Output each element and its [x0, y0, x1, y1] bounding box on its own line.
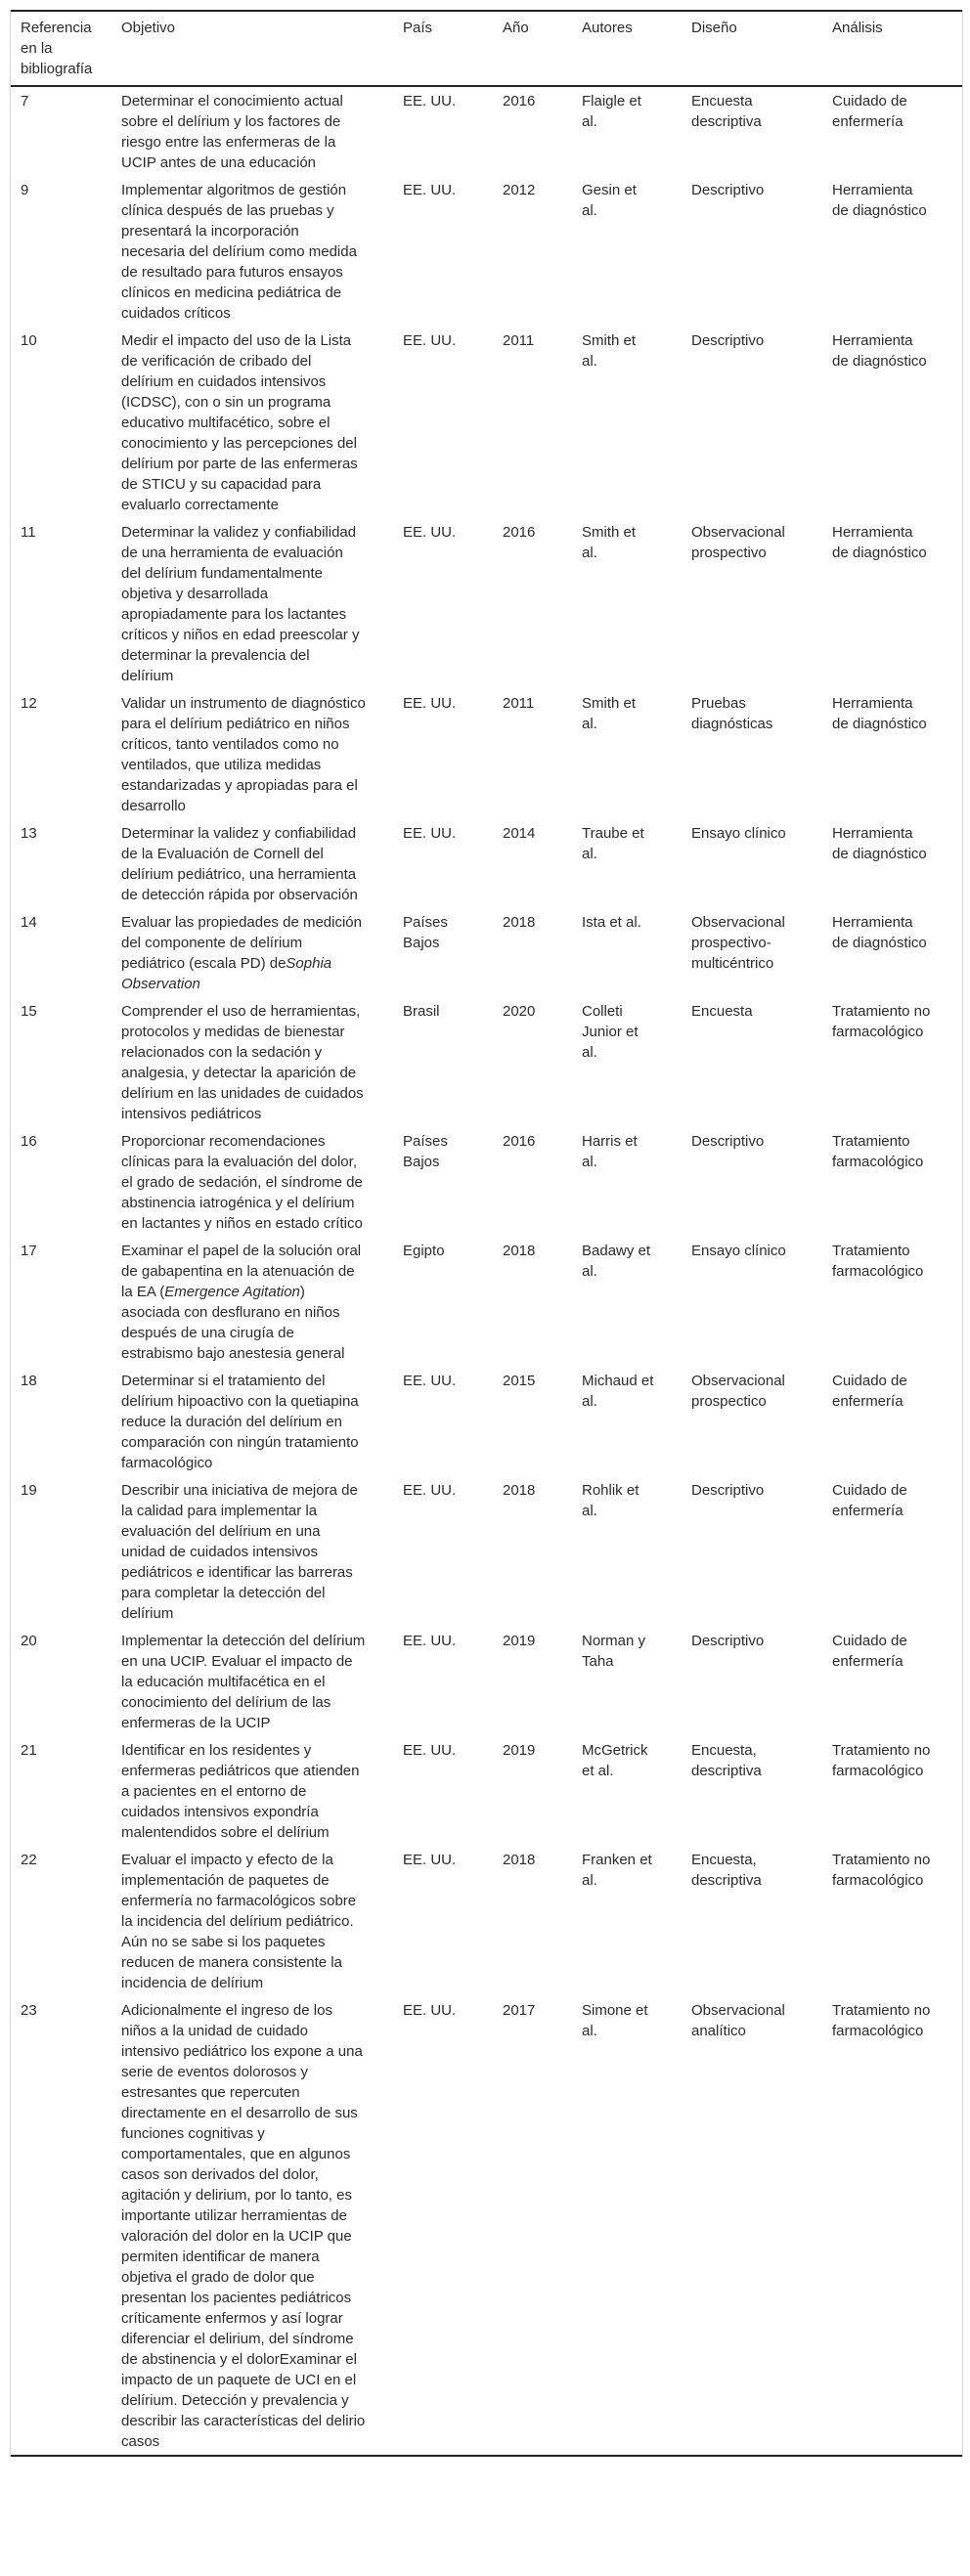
- cell-objetivo: [111, 176, 393, 327]
- cell-referencia: 13: [21, 825, 37, 842]
- cell-autores: Franken et al.: [582, 1852, 652, 1889]
- cell-objetivo: [111, 819, 393, 908]
- table-row: [11, 327, 962, 518]
- cell-pais: Países Bajos: [403, 914, 448, 951]
- objetivo-text: Identificar en los residentes y enfermeras pediátricos que atienden a pacientes en el entorno de cuidados intensivos expondría malentendidos sobre el delírium: [121, 1742, 360, 1841]
- cell-anio: 2012: [503, 182, 536, 198]
- cell-referencia: 15: [21, 1003, 37, 1020]
- objetivo-text: Validar un instrumento de diagnóstico para el delírium pediátrico en niños críticos, tanto ventilados como no ventilados, que utiliza medidas estandarizadas y apropiadas para el desarrollo: [121, 695, 366, 814]
- studies-table-container: [10, 10, 963, 2457]
- objetivo-text: Determinar el conocimiento actual sobre el delírium y los factores de riesgo entre las enfermeras de la UCIP antes de una educación: [121, 93, 343, 171]
- cell-objetivo: [111, 327, 393, 518]
- cell-analisis: Tratamiento no farmacológico: [832, 1003, 931, 1040]
- cell-autores: Colleti Junior et al.: [582, 1003, 639, 1061]
- cell-diseno: Descriptivo: [691, 1133, 765, 1150]
- objetivo-text: Determinar la validez y confiabilidad de la Evaluación de Cornell del delírium pediátrico, una herramienta de detección rápida por observación: [121, 825, 358, 903]
- cell-pais: Brasil: [403, 1003, 440, 1020]
- objetivo-text: Examinar el papel de la solución oral de gabapentina en la atenuación de la EA (: [121, 1243, 362, 1300]
- cell-diseno: Observacional prospectivo-multicéntrico: [691, 914, 785, 972]
- table-row: [11, 1736, 962, 1846]
- cell-analisis: Tratamiento no farmacológico: [832, 1742, 931, 1779]
- cell-autores: Harris et al.: [582, 1133, 638, 1170]
- cell-anio: 2014: [503, 825, 536, 842]
- header-objetivo: Objetivo: [121, 20, 176, 36]
- table-body: [11, 86, 962, 2456]
- cell-referencia: 19: [21, 1482, 37, 1499]
- table-row: [11, 518, 962, 689]
- cell-pais: Países Bajos: [403, 1133, 448, 1170]
- cell-objetivo: [111, 997, 393, 1127]
- cell-referencia: 22: [21, 1852, 37, 1868]
- cell-analisis: Tratamiento farmacológico: [832, 1243, 924, 1280]
- cell-anio: 2019: [503, 1633, 536, 1649]
- cell-diseno: Encuesta descriptiva: [691, 93, 762, 130]
- cell-pais: EE. UU.: [403, 182, 457, 198]
- cell-autores: McGetrick et al.: [582, 1742, 648, 1779]
- objetivo-text: Describir una iniciativa de mejora de la calidad para implementar la evaluación del delírium en una unidad de cuidados intensivos pediátricos e identificar las barreras para completar la detección del delírium: [121, 1482, 358, 1622]
- cell-anio: 2018: [503, 1482, 536, 1499]
- cell-autores: Smith et al.: [582, 524, 637, 561]
- cell-analisis: Herramienta de diagnóstico: [832, 524, 927, 561]
- cell-objetivo: [111, 908, 393, 997]
- cell-referencia: 16: [21, 1133, 37, 1150]
- studies-table: [11, 10, 962, 2457]
- cell-anio: 2018: [503, 1852, 536, 1868]
- cell-diseno: Descriptivo: [691, 182, 765, 198]
- cell-pais: EE. UU.: [403, 93, 457, 109]
- cell-diseno: Encuesta, descriptiva: [691, 1852, 762, 1889]
- cell-analisis: Tratamiento no farmacológico: [832, 2002, 931, 2039]
- objetivo-text: Implementar algoritmos de gestión clínica después de las pruebas y presentará la incorporación necesaria del delírium como medida de resultado para futuros ensayos clínicos en medicina pediátrica de cuidados críticos: [121, 182, 357, 322]
- cell-diseno: Descriptivo: [691, 332, 765, 349]
- cell-analisis: Cuidado de enfermería: [832, 93, 907, 130]
- cell-referencia: 14: [21, 914, 37, 931]
- cell-analisis: Herramienta de diagnóstico: [832, 825, 927, 862]
- table-row: [11, 1237, 962, 1367]
- cell-objetivo: [111, 1627, 393, 1736]
- cell-pais: EE. UU.: [403, 825, 457, 842]
- cell-autores: Badawy et al.: [582, 1243, 651, 1280]
- cell-referencia: 12: [21, 695, 37, 712]
- cell-pais: EE. UU.: [403, 2002, 457, 2019]
- objetivo-italic-text: Sophia Observation: [121, 955, 332, 992]
- cell-diseno: Observacional prospectico: [691, 1373, 785, 1410]
- cell-referencia: 11: [21, 524, 36, 541]
- cell-objetivo: [111, 1127, 393, 1237]
- table-row: [11, 1367, 962, 1476]
- header-diseno: Diseño: [691, 20, 737, 36]
- cell-autores: Traube et al.: [582, 825, 644, 862]
- cell-objetivo: [111, 1476, 393, 1627]
- cell-referencia: 17: [21, 1243, 37, 1259]
- cell-pais: EE. UU.: [403, 1742, 457, 1759]
- cell-analisis: Herramienta de diagnóstico: [832, 914, 927, 951]
- cell-diseno: Pruebas diagnósticas: [691, 695, 773, 732]
- cell-pais: EE. UU.: [403, 695, 457, 712]
- cell-anio: 2011: [503, 332, 535, 349]
- cell-anio: 2017: [503, 2002, 536, 2019]
- objetivo-text: Determinar la validez y confiabilidad de una herramienta de evaluación del delírium fundamentalmente objetiva y desarrollada apropiadamente para los lactantes críticos y niños en edad preescolar y determinar la prevalencia del delírium: [121, 524, 360, 684]
- cell-diseno: Observacional prospectivo: [691, 524, 785, 561]
- objetivo-text: Adicionalmente el ingreso de los niños a la unidad de cuidado intensivo pediátrico los expone a una serie de eventos dolorosos y estresantes que repercuten directamente en el desarrollo de sus funciones cognitivas y comportamentales, que en algunos casos son derivados del dolor, agitación y delirium, por lo tanto, es importante utilizar herramientas de valoración del dolor en la UCIP que permiten identificar de manera objetiva el grado de dolor que presentan los pacientes pediátricos críticamente enfermos y así lograr diferenciar el delirium, del síndrome de abstinencia y el dolorExaminar el impacto de un paquete de UCI en el delírium. Detección y prevalencia y describir las características del delirio casos: [121, 2002, 366, 2450]
- cell-objetivo: [111, 518, 393, 689]
- header-autores: Autores: [582, 20, 633, 36]
- cell-diseno: Ensayo clínico: [691, 825, 786, 842]
- cell-referencia: 7: [21, 93, 29, 109]
- cell-anio: 2015: [503, 1373, 536, 1389]
- cell-autores: Rohlik et al.: [582, 1482, 639, 1519]
- table-row: [11, 176, 962, 327]
- cell-diseno: Descriptivo: [691, 1482, 765, 1499]
- cell-pais: EE. UU.: [403, 332, 457, 349]
- objetivo-italic-text: Emergence Agitation: [164, 1284, 300, 1300]
- objetivo-text: Medir el impacto del uso de la Lista de verificación de cribado del delírium en cuidados intensivos (ICDSC), con o sin un programa educativo multifacético, sobre el conocimiento y las percepciones del delírium por parte de las enfermeras de STICU y su capacidad para evaluarlo correctamente: [121, 332, 358, 513]
- cell-autores: Smith et al.: [582, 695, 637, 732]
- cell-anio: 2016: [503, 93, 536, 109]
- cell-autores: Flaigle et al.: [582, 93, 641, 130]
- cell-diseno: Descriptivo: [691, 1633, 765, 1649]
- cell-pais: EE. UU.: [403, 524, 457, 541]
- cell-objetivo: [111, 1736, 393, 1846]
- cell-pais: Egipto: [403, 1243, 445, 1259]
- table-row: [11, 908, 962, 997]
- cell-pais: EE. UU.: [403, 1373, 457, 1389]
- objetivo-text: ) asociada con desflurano en niños después de una cirugía de estrabismo bajo anestesia general: [121, 1284, 345, 1362]
- objetivo-text: Evaluar las propiedades de medición del componente de delírium pediátrico (escala PD) de: [121, 914, 362, 972]
- cell-analisis: Herramienta de diagnóstico: [832, 332, 927, 370]
- table-row: [11, 689, 962, 819]
- cell-pais: EE. UU.: [403, 1633, 457, 1649]
- cell-pais: EE. UU.: [403, 1852, 457, 1868]
- cell-anio: 2018: [503, 1243, 536, 1259]
- cell-autores: Norman y Taha: [582, 1633, 646, 1670]
- cell-autores: Simone et al.: [582, 2002, 648, 2039]
- table-header-row: [11, 11, 962, 86]
- cell-analisis: Cuidado de enfermería: [832, 1373, 907, 1410]
- table-row: [11, 819, 962, 908]
- cell-anio: 2020: [503, 1003, 536, 1020]
- cell-objetivo: [111, 86, 393, 176]
- table-row: [11, 1627, 962, 1736]
- cell-objetivo: [111, 1846, 393, 1996]
- objetivo-text: Evaluar el impacto y efecto de la implementación de paquetes de enfermería no farmacológicos sobre la incidencia del delírium pediátrico. Aún no se sabe si los paquetes reducen de manera consistente la incidencia de delírium: [121, 1852, 357, 1991]
- cell-anio: 2018: [503, 914, 536, 931]
- table-row: [11, 997, 962, 1127]
- cell-diseno: Encuesta: [691, 1003, 753, 1020]
- cell-referencia: 9: [21, 182, 29, 198]
- header-referencia: Referencia en la bibliografía: [21, 20, 93, 77]
- table-row: [11, 1846, 962, 1996]
- cell-analisis: Cuidado de enfermería: [832, 1633, 907, 1670]
- cell-referencia: 21: [21, 1742, 37, 1759]
- cell-objetivo: [111, 1367, 393, 1476]
- cell-pais: EE. UU.: [403, 1482, 457, 1499]
- cell-anio: 2016: [503, 1133, 536, 1150]
- objetivo-text: Proporcionar recomendaciones clínicas para la evaluación del dolor, el grado de sedación, el síndrome de abstinencia iatrogénica y el delírium en lactantes y niños en estado crítico: [121, 1133, 363, 1232]
- cell-analisis: Tratamiento no farmacológico: [832, 1852, 931, 1889]
- cell-diseno: Observacional analítico: [691, 2002, 785, 2039]
- cell-autores: Smith et al.: [582, 332, 637, 370]
- cell-referencia: 10: [21, 332, 37, 349]
- table-row: [11, 1476, 962, 1627]
- header-anio: Año: [503, 20, 529, 36]
- cell-objetivo: [111, 1237, 393, 1367]
- cell-anio: 2016: [503, 524, 536, 541]
- cell-referencia: 23: [21, 2002, 37, 2019]
- cell-anio: 2011: [503, 695, 535, 712]
- cell-analisis: Herramienta de diagnóstico: [832, 695, 927, 732]
- header-pais: País: [403, 20, 433, 36]
- cell-analisis: Cuidado de enfermería: [832, 1482, 907, 1519]
- cell-autores: Gesin et al.: [582, 182, 637, 219]
- cell-referencia: 18: [21, 1373, 37, 1389]
- cell-diseno: Ensayo clínico: [691, 1243, 786, 1259]
- cell-objetivo: [111, 689, 393, 819]
- cell-autores: Ista et al.: [582, 914, 641, 931]
- cell-autores: Michaud et al.: [582, 1373, 654, 1410]
- cell-analisis: Herramienta de diagnóstico: [832, 182, 927, 219]
- objetivo-text: Comprender el uso de herramientas, protocolos y medidas de bienestar relacionados con la sedación y analgesia, y detectar la aparición de delírium en las unidades de cuidados intensivos pediátricos: [121, 1003, 364, 1122]
- cell-analisis: Tratamiento farmacológico: [832, 1133, 924, 1170]
- cell-diseno: Encuesta, descriptiva: [691, 1742, 762, 1779]
- cell-anio: 2019: [503, 1742, 536, 1759]
- cell-referencia: 20: [21, 1633, 37, 1649]
- objetivo-text: Determinar si el tratamiento del delírium hipoactivo con la quetiapina reduce la duración del delírium en comparación con ningún tratamiento farmacológico: [121, 1373, 359, 1471]
- table-row: [11, 86, 962, 176]
- table-row: [11, 1127, 962, 1237]
- cell-objetivo: [111, 1996, 393, 2456]
- table-row: [11, 1996, 962, 2456]
- header-analisis: Análisis: [832, 20, 883, 36]
- objetivo-text: Implementar la detección del delírium en una UCIP. Evaluar el impacto de la educación multifacética en el conocimiento del delírium de las enfermeras de la UCIP: [121, 1633, 366, 1731]
